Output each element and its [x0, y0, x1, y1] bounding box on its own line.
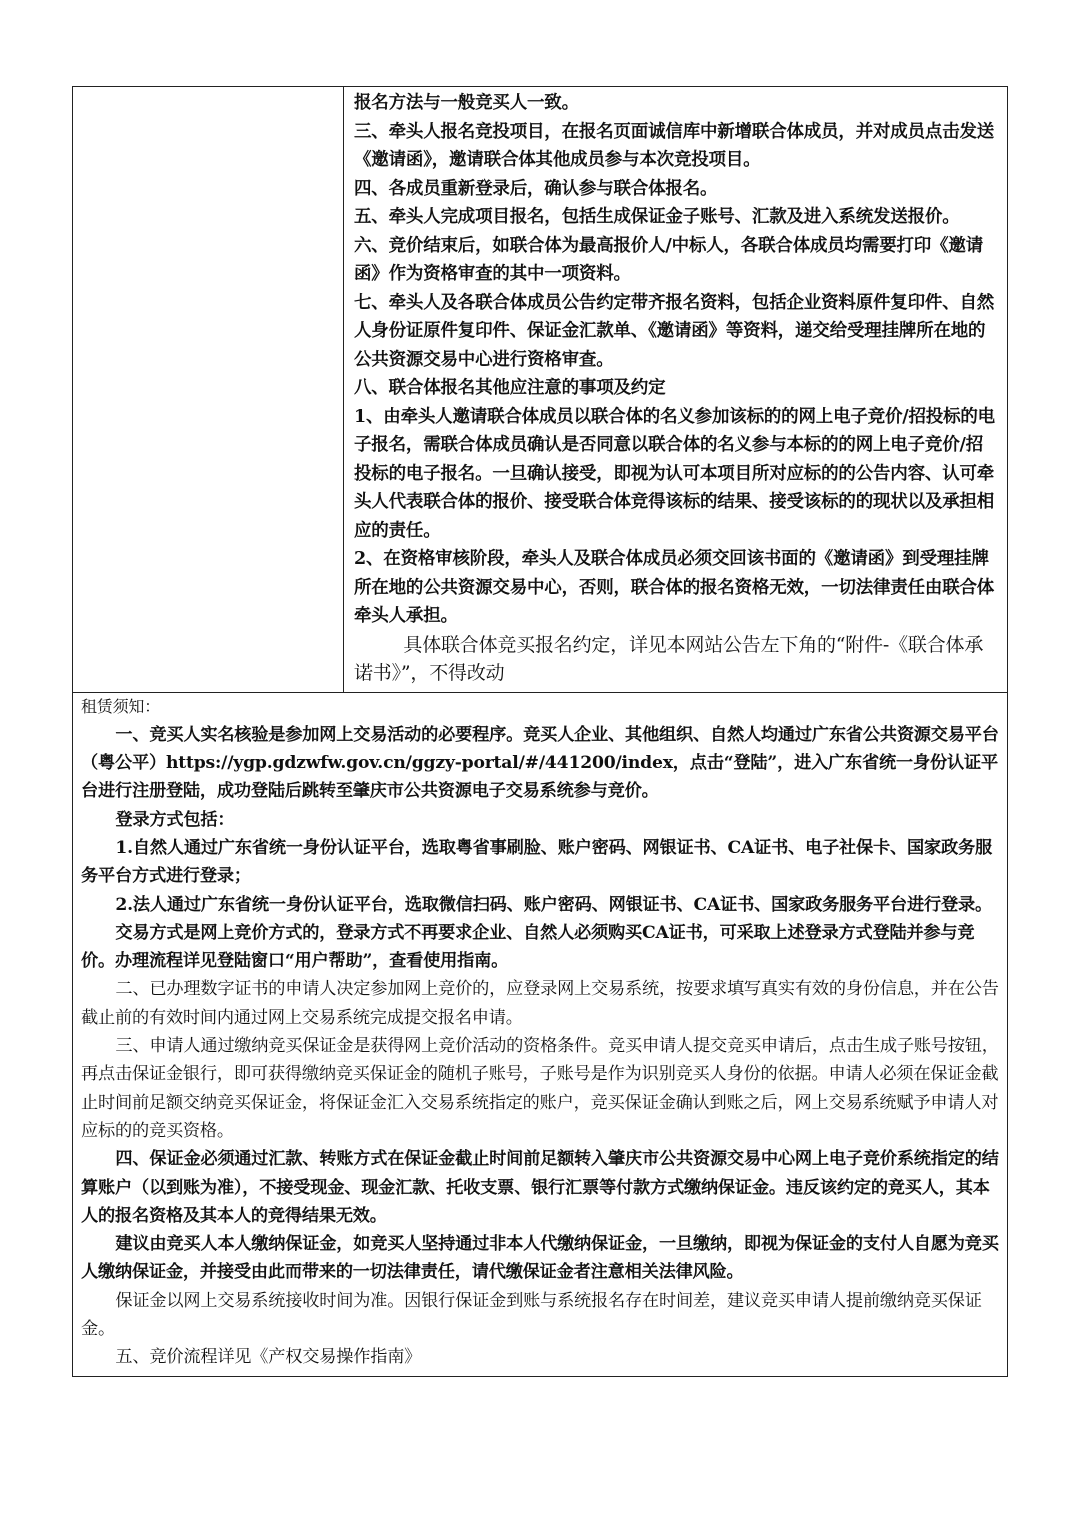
paragraph: 六、竞价结束后，如联合体为最高报价人/中标人，各联合体成员均需要打印《邀请函》作为资格审查的其中一项资料。 — [354, 235, 983, 284]
notice-paragraph: 1.自然人通过广东省统一身份认证平台，选取粤省事刷脸、账户密码、网银证书、CA证书、电子社保卡、国家政务服务平台方式进行登录； — [81, 837, 992, 887]
paragraph: 四、各成员重新登录后，确认参与联合体报名。 — [354, 178, 718, 199]
notice-paragraph: 三、申请人通过缴纳竞买保证金是获得网上竞价活动的资格条件。竞买申请人提交竞买申请后，点击生成子账号按钮，再点击保证金银行，即可获得缴纳竞买保证金的随机子账号，子账号是作为识别竞买人身份的依据。申请人必须在保证金截止时间前足额交纳竞买保证金，将保证金汇入交易系统指定的账户，竞买保证金确认到账之后，网上交易系统赋予申请人对应标的的竞买资格。 — [81, 1036, 999, 1141]
paragraph: 1、由牵头人邀请联合体成员以联合体的名义参加该标的的网上电子竞价/招投标的电子报名，需联合体成员确认是否同意以联合体的名义参与本标的的网上电子竞价/招投标的电子报名。一旦确认接受，即视为认可本项目所对应标的的公告内容、认可牵头人代表联合体的报价、接受联合体竞得该标的结果、接受该标的的现状以及承担相应的责任。 — [354, 406, 995, 541]
paragraph: 三、牵头人报名竞投项目，在报名页面诚信库中新增联合体成员，并对成员点击发送《邀请函》，邀请联合体其他成员参与本次竞投项目。 — [354, 121, 995, 170]
empty-label-cell — [73, 87, 344, 692]
notice-paragraph: 2.法人通过广东省统一身份认证平台，选取微信扫码、账户密码、网银证书、CA证书、国家政务服务平台进行登录。 — [115, 894, 992, 915]
notice-paragraph: 建议由竞买人本人缴纳保证金，如竞买人坚持通过非本人代缴纳保证金，一旦缴纳，即视为保证金的支付人自愿为竞买人缴纳保证金，并接受由此而带来的一切法律责任，请代缴保证金者注意相关法律风险。 — [81, 1234, 999, 1283]
paragraph: 2、在资格审核阶段，牵头人及联合体成员必须交回该书面的《邀请函》到受理挂牌所在地的公共资源交易中心，否则，联合体的报名资格无效，一切法律责任由联合体牵头人承担。 — [354, 549, 995, 626]
closing-paragraph: 具体联合体竞买报名约定，详见本网站公告左下角的“附件-《联合体承诺书》”，不得改动 — [354, 633, 984, 684]
notice-paragraph: 一、竞买人实名核验是参加网上交易活动的必要程序。竞买人企业、其他组织、自然人均通过广东省公共资源交易平台（粤公平）https://ygp.gdzwfw.gov.cn/ggzy-portal/#/441200/index，点击“登陆”，进入广东省统一身份认证平台进行注册登陆，成功登陆后跳转至肇庆市公共资源电子交易系统参与竞价。 — [81, 724, 999, 802]
table-row — [72, 86, 1008, 692]
notice-paragraph: 登录方式包括： — [115, 809, 235, 830]
consortium-rules-cell — [344, 87, 1007, 692]
notice-paragraph: 五、竞价流程详见《产权交易操作指南》 — [115, 1347, 422, 1368]
notice-paragraph: 交易方式是网上竞价方式的，登录方式不再要求企业、自然人必须购买CA证书，可采取上述登录方式登陆并参与竞价。办理流程详见登陆窗口“用户帮助”，查看使用指南。 — [81, 922, 975, 972]
paragraph: 报名方法与一般竞买人一致。 — [354, 93, 579, 113]
notice-paragraph: 二、已办理数字证书的申请人决定参加网上竞价的，应登录网上交易系统，按要求填写真实有效的身份信息，并在公告截止前的有效时间内通过网上交易系统完成提交报名申请。 — [81, 979, 999, 1028]
notice-paragraph: 保证金以网上交易系统接收时间为准。因银行保证金到账与系统报名存在时间差，建议竞买申请人提前缴纳竞买保证金。 — [81, 1290, 982, 1340]
notice-paragraph: 四、保证金必须通过汇款、转账方式在保证金截止时间前足额转入肇庆市公共资源交易中心网上电子竞价系统指定的结算账户（以到账为准），不接受现金、现金汇款、托收支票、银行汇票等付款方式缴纳保证金。违反该约定的竞买人，其本人的报名资格及其本人的竞得结果无效。 — [81, 1149, 999, 1226]
notice-heading: 租赁须知： — [81, 696, 161, 716]
paragraph: 八、联合体报名其他应注意的事项及约定 — [354, 378, 666, 398]
paragraph: 七、牵头人及各联合体成员公告约定带齐报名资料，包括企业资料原件复印件、自然人身份证原件复印件、保证金汇款单、《邀请函》等资料，递交给受理挂牌所在地的公共资源交易中心进行资格审查。 — [354, 292, 995, 370]
paragraph: 五、牵头人完成项目报名，包括生成保证金子账号、汇款及进入系统发送报价。 — [354, 207, 960, 227]
lease-notice-cell — [72, 692, 1008, 1377]
document-table — [72, 86, 1008, 1377]
